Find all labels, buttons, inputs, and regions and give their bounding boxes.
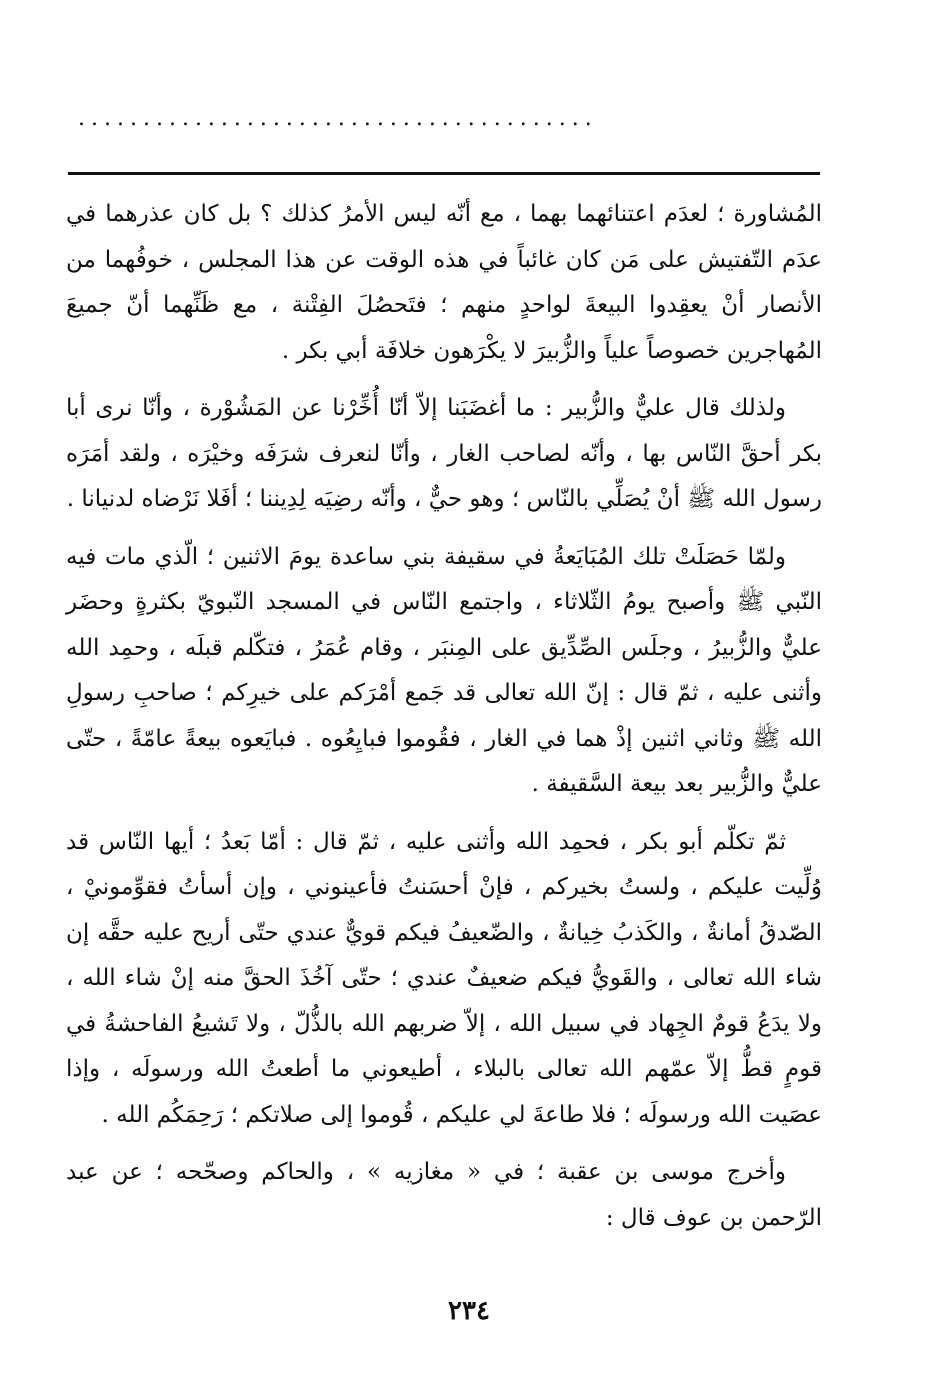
page-body <box>66 192 822 1253</box>
paragraph-2: ولذلك قال عليٌّ والزُّبير : ما أغضَبَنا إلاّ أنّا أُخِّرْنا عن المَشُوْرة ، وأنّا نرى أبا بكر أحقَّ النّاس بها ، وأنّه لصاحب الغار ، وأنّا لنعرف شرَفَه وخيْرَه ، ولقد أمَرَه رسول الله ﷺ أنْ يُصَلِّي بالنّاس ؛ وهو حيٌّ ، وأنّه رضِيَه لِدِيننا ؛ أفَلا نَرْضاه لدنيانا . <box>66 395 822 512</box>
paragraph-3: ولمّا حَصَلَتْ تلك المُبَايَعةُ في سقيفة بني ساعدة يومَ الاثنين ؛ الّذي مات فيه النّبي ﷺ وأصبح يومُ الثّلاثاء ، واجتمع النّاس في المسجد النّبويّ بكثرةٍ وحضَر عليٌّ والزُّبيرُ ، وجلَس الصِّدِّيق على المِنبَر ، وقام عُمَرُ ، فتكّلم قبلَه ، وحمِد الله وأثنى عليه ، ثمّ قال : إنّ الله تعالى قد جَمع أمْرَكم على خيرِكم ؛ صاحبِ رسولِ الله ﷺ وثاني اثنين إذْ هما في الغار ، فقُوموا فبايِعُوه . فبايَعوه بيعةً عامّةً ، حتّى عليٌّ والزُّبير بعد بيعة السَّقيفة . <box>66 543 822 797</box>
paragraph-5: وأخرج موسى بن عقبة ؛ في « مغازيه » ، والحاكم وصحّحه ؛ عن عبد الرّحمن بن عوف قال : <box>66 1159 822 1231</box>
page-number: ٢٣٤ <box>448 1296 490 1326</box>
paragraph-4: ثمّ تكلّم أبو بكر ، فحمِد الله وأثنى عليه ، ثمّ قال : أمّا بَعدُ ؛ أيها النّاس قد وُلِّيت عليكم ، ولستُ بخيركم ، فإنْ أحسَنتُ فأعينوني ، وإن أسأتُ فقوِّمونيْ ، الصّدقُ أمانةٌ ، والكَذبُ خِيانةٌ ، والضّعيفُ فيكم قويٌّ عندي حتّى أريح عليه حقَّه إن شاء الله تعالى ، والقَويُّ فيكم ضعيفٌ عندي ؛ حتّى آخُذَ الحقَّ منه إنْ شاء الله ، ولا يدَعُ قومٌ الجِهاد في سبيل الله ، إلاّ ضربهم الله بالذُّلّ ، ولا تَشيعُ الفاحشةُ في قومٍ قطُّ إلاّ عمّهم الله تعالى بالبلاء ، أطيعوني ما أطعتُ الله ورسولَه ، وإذا عصَيت الله ورسولَه ؛ فلا طاعةَ لي عليكم ، قُوموا إلى صلاتكم ؛ رَحِمَكُم الله . <box>66 828 822 1128</box>
dotted-separator: ........................................ <box>78 106 598 131</box>
horizontal-rule <box>68 172 820 175</box>
paragraph-1: المُشاورة ؛ لعدَم اعتنائهما بهما ، مع أنّه ليس الأمرُ كذلك ؟ بل كان عذرهما في عدَم التّفتيش على مَن كان غائباً في هذه الوقت عن هذا المجلس ، خوفُهما من الأنصار أنْ يعقِدوا البيعةَ لواحدٍ منهم ؛ فتَحصُلَ الفِتْنة ، مع ظَنِّهما أنّ جميعَ المُهاجرين خصوصاً علياً والزُّبيرَ لا يكْرَهون خلافَة أبي بكر . <box>66 201 822 364</box>
